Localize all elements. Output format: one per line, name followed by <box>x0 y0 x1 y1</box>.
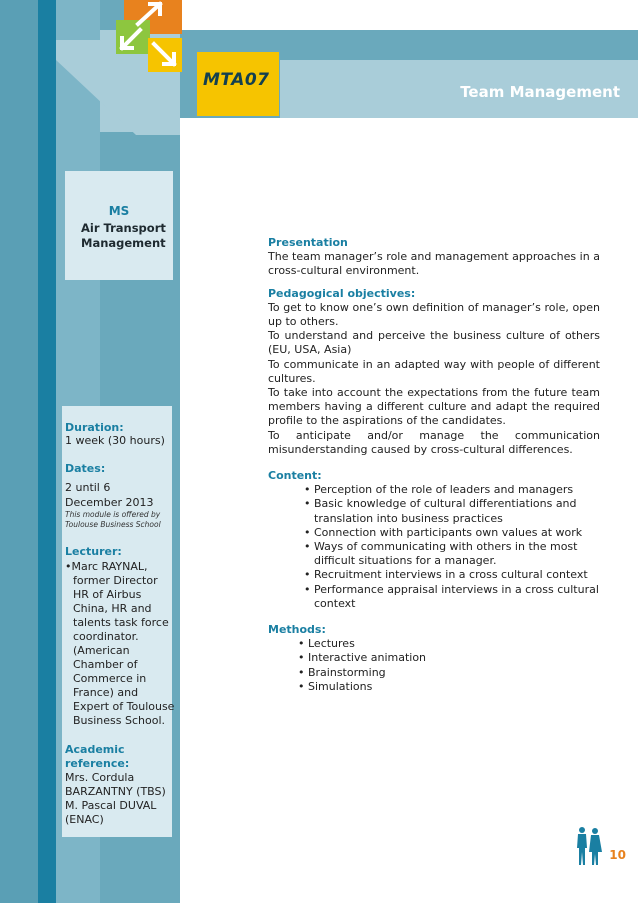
presentation-heading: Presentation <box>268 236 348 249</box>
dates-line-1: 2 until 6 <box>65 481 111 494</box>
lecturer-line: (American <box>73 644 130 657</box>
content-item: translation into business practices <box>314 511 503 525</box>
content-item: • Connection with participants own values at work <box>304 525 583 539</box>
left-dark-stripe <box>38 0 56 903</box>
lecturer-line: Commerce in <box>73 672 147 685</box>
module-info-box <box>62 406 175 837</box>
dates-line-2: December 2013 <box>65 496 154 509</box>
academic-line: BARZANTNY (TBS) <box>65 785 166 798</box>
people-silhouette-icon <box>574 826 604 866</box>
offered-by-line-2: Toulouse Business School <box>65 520 161 529</box>
method-item: • Simulations <box>298 679 373 693</box>
lecturer-line: former Director <box>73 574 158 587</box>
objective-item: To get to know one’s own definition of manager’s role, open up to others. <box>268 300 600 329</box>
lecturer-label: Lecturer: <box>65 545 122 558</box>
program-name: Air Transport Management <box>81 221 166 250</box>
content-item: context <box>314 596 356 610</box>
content-item: • Perception of the role of leaders and managers <box>304 483 574 497</box>
module-description <box>268 236 600 694</box>
academic-line: (ENAC) <box>65 813 104 826</box>
presentation-text: The team manager’s role and management approaches in a cross-cultural environment. <box>268 250 600 278</box>
content-item: • Performance appraisal interviews in a cross cultural <box>304 582 599 596</box>
academic-label-line-1: Academic <box>65 743 125 756</box>
lecturer-line: talents task force <box>73 616 169 629</box>
module-code: MTA07 <box>203 70 270 90</box>
school-logo-icon <box>116 0 182 72</box>
page-number: 10 <box>609 848 626 862</box>
academic-line: M. Pascal DUVAL <box>65 799 157 812</box>
lecturer-line: coordinator. <box>73 630 139 643</box>
content-heading: Content: <box>268 469 322 483</box>
lecturer-line: China, HR and <box>73 602 152 615</box>
content-item: • Recruitment interviews in a cross cultural context <box>304 568 588 582</box>
objectives-heading: Pedagogical objectives: <box>268 286 416 300</box>
lecturer-line: HR of Airbus <box>73 588 142 601</box>
methods-heading: Methods: <box>268 623 326 637</box>
objective-item: To anticipate and/or manage the communication misunderstanding caused by cross-cultural differences. <box>268 428 600 456</box>
program-box <box>65 171 173 280</box>
academic-line: Mrs. Cordula <box>65 771 135 784</box>
content-item: • Ways of communicating with others in the most <box>304 540 578 554</box>
duration-label: Duration: <box>65 421 124 434</box>
lecturer-line: France) and <box>73 686 139 699</box>
lecturer-line: •Marc RAYNAL, <box>65 560 148 573</box>
lecturer-line: Expert of Toulouse <box>73 700 175 713</box>
academic-label-line-2: reference: <box>65 757 130 770</box>
method-item: • Brainstorming <box>298 665 386 679</box>
objective-item: To understand and perceive the business culture of others (EU, USA, Asia) <box>268 329 600 357</box>
lecturer-line: Business School. <box>73 714 166 727</box>
module-title: Team Management <box>460 83 620 101</box>
program-degree: MS <box>108 204 130 218</box>
lecturer-line: Chamber of <box>73 658 138 671</box>
content-item: • Basic knowledge of cultural differentiations and <box>304 497 577 511</box>
module-code-badge <box>197 52 279 116</box>
objective-item: To take into account the expectations from the future team members having a different culture and adapt the required profile to the aspirations of the candidates. <box>268 386 600 428</box>
method-item: • Lectures <box>298 637 355 651</box>
content-item: difficult situations for a manager. <box>314 554 497 568</box>
duration-value: 1 week (30 hours) <box>65 434 165 447</box>
dates-label: Dates: <box>65 462 106 475</box>
objective-item: To communicate in an adapted way with people of different cultures. <box>268 357 600 385</box>
method-item: • Interactive animation <box>298 651 427 665</box>
offered-by-line-1: This module is offered by <box>65 510 161 519</box>
